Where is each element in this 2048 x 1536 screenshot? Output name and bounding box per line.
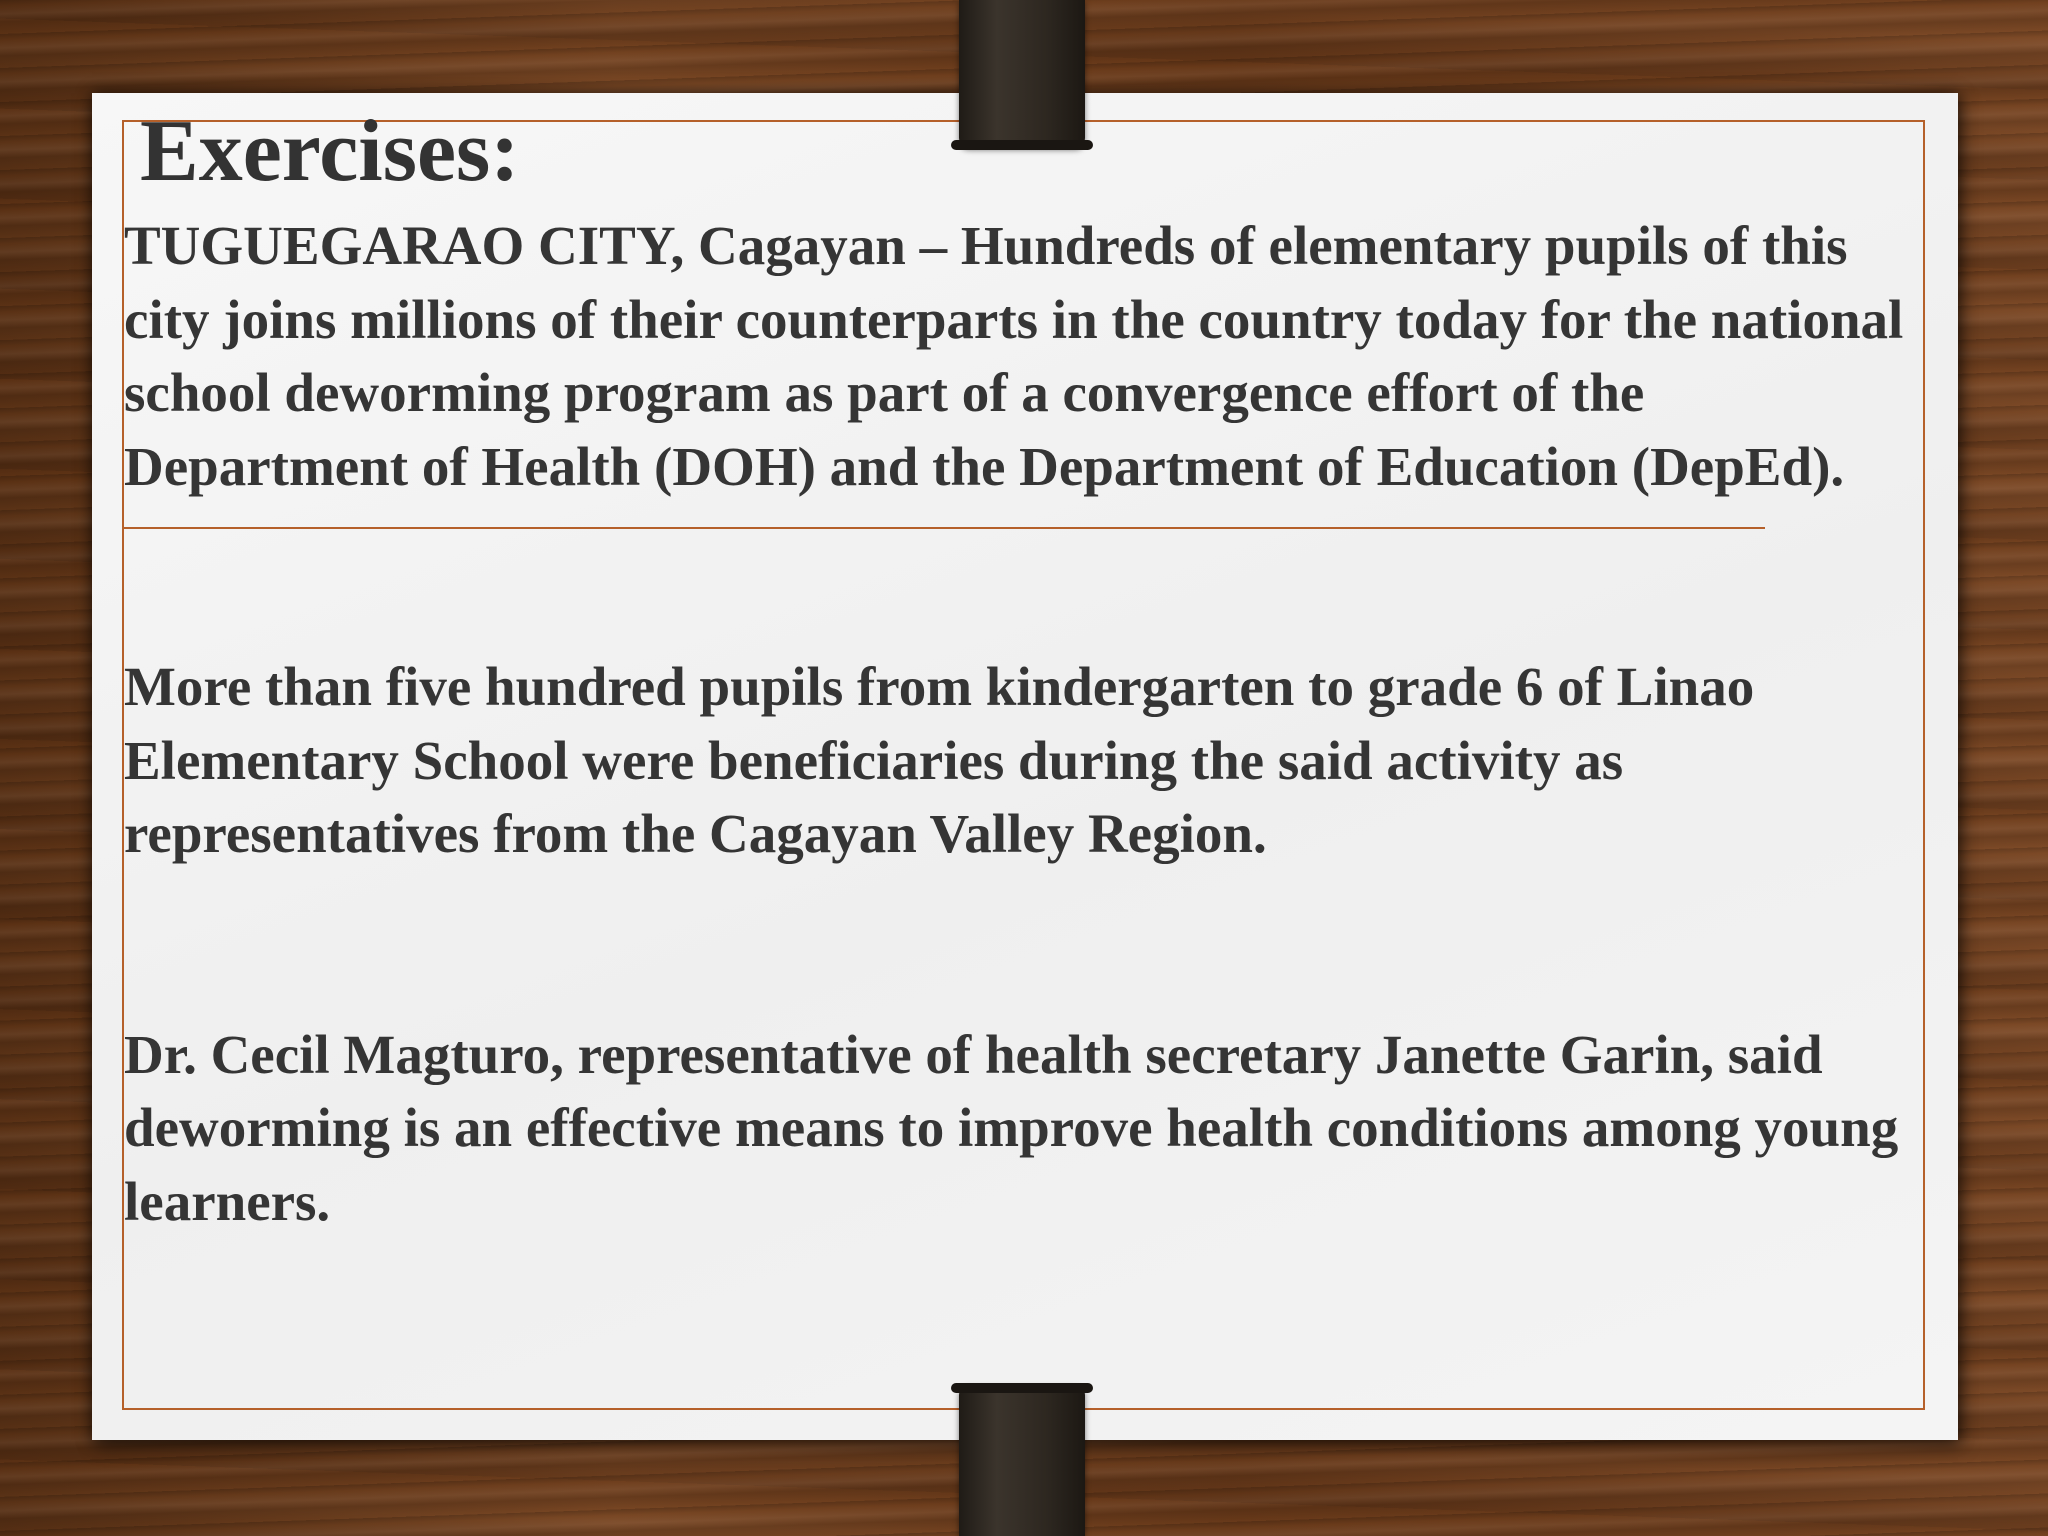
slide-body: [124, 209, 1924, 1238]
paragraph-linao-school: More than five hundred pupils from kindergarten to grade 6 of Linao Elementary School were beneficiaries during the said activity as representatives from the Cagayan Valley Region.: [124, 656, 1755, 864]
paragraph-dr-magturo: Dr. Cecil Magturo, representative of health secretary Janette Garin, said deworming is an effective means to improve health conditions among young learners.: [124, 1023, 1899, 1232]
top-binder-clip: [959, 0, 1085, 148]
paragraph-deworming-program: TUGUEGARAO CITY, Cagayan – Hundreds of elementary pupils of this city joins millions of their counterparts in the country today for the national school deworming program as part of a convergence effort of the Department of Health (DOH) and the Department of Education (DepEd).: [124, 215, 1904, 497]
slide-title: Exercises:: [140, 103, 520, 200]
bottom-binder-clip: [959, 1385, 1085, 1536]
